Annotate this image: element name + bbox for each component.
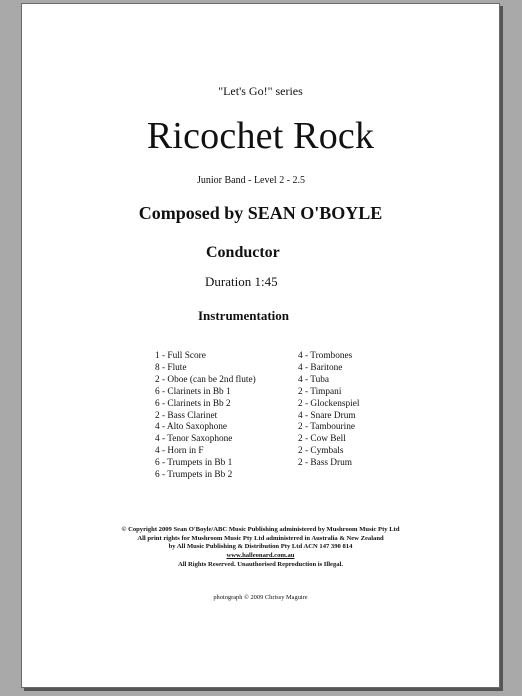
instrument-item: 4 - Horn in F — [155, 446, 204, 457]
instrument-item: 4 - Tuba — [298, 374, 330, 385]
part-name: Conductor — [206, 244, 280, 261]
score-page — [21, 3, 500, 688]
copyright-line: All print rights for Mushroom Music Pty Ltd administered in Australia & New Zealand — [137, 534, 384, 542]
series-label: "Let's Go!" series — [218, 84, 303, 98]
instrument-item: 2 - Timpani — [298, 386, 342, 397]
instrument-item: 2 - Cymbals — [298, 446, 344, 457]
instrument-item: 2 - Oboe (can be 2nd flute) — [155, 374, 256, 385]
instrument-item: 2 - Cow Bell — [298, 434, 346, 445]
instrumentation-heading: Instrumentation — [198, 308, 290, 323]
instrument-list-left — [155, 351, 256, 482]
photo-credit: photograph © 2009 Chrissy Maguire — [213, 594, 308, 601]
instrument-item: 2 - Bass Drum — [298, 458, 352, 469]
instrument-item: 6 - Clarinets in Bb 1 — [155, 386, 231, 397]
level-subtitle: Junior Band - Level 2 - 2.5 — [197, 175, 306, 186]
instrument-item: 4 - Snare Drum — [298, 410, 356, 421]
instrument-item: 4 - Trombones — [298, 351, 353, 361]
instrument-item: 4 - Alto Saxophone — [155, 422, 228, 433]
publisher-website: www.halleonard.com.au — [226, 552, 295, 560]
duration-label: Duration 1:45 — [205, 274, 278, 289]
instrument-item: 4 - Tenor Saxophone — [155, 434, 233, 445]
copyright-notice — [22, 526, 499, 570]
instrument-item: 2 - Bass Clarinet — [155, 410, 218, 421]
instrument-item: 1 - Full Score — [155, 351, 206, 361]
instrument-item: 4 - Baritone — [298, 362, 343, 373]
instrument-item: 2 - Glockenspiel — [298, 398, 360, 409]
instrument-list-right — [298, 351, 359, 470]
composer-credit: Composed by SEAN O'BOYLE — [138, 203, 383, 223]
copyright-line: by All Music Publishing & Distribution Pty Ltd ACN 147 390 814 — [168, 543, 353, 551]
copyright-line: © Copyright 2009 Sean O'Boyle/ABC Music Publishing administered by Mushroom Music Pty Ltd — [121, 526, 400, 533]
instrument-item: 8 - Flute — [155, 362, 187, 373]
piece-title: Ricochet Rock — [146, 115, 375, 157]
copyright-line: All Rights Reserved. Unauthorised Reproduction is Illegal. — [177, 560, 344, 568]
instrument-item: 6 - Clarinets in Bb 2 — [155, 398, 231, 409]
instrument-item: 2 - Tambourine — [298, 422, 356, 433]
instrument-item: 6 - Trumpets in Bb 2 — [155, 470, 233, 481]
instrument-item: 6 - Trumpets in Bb 1 — [155, 458, 233, 469]
